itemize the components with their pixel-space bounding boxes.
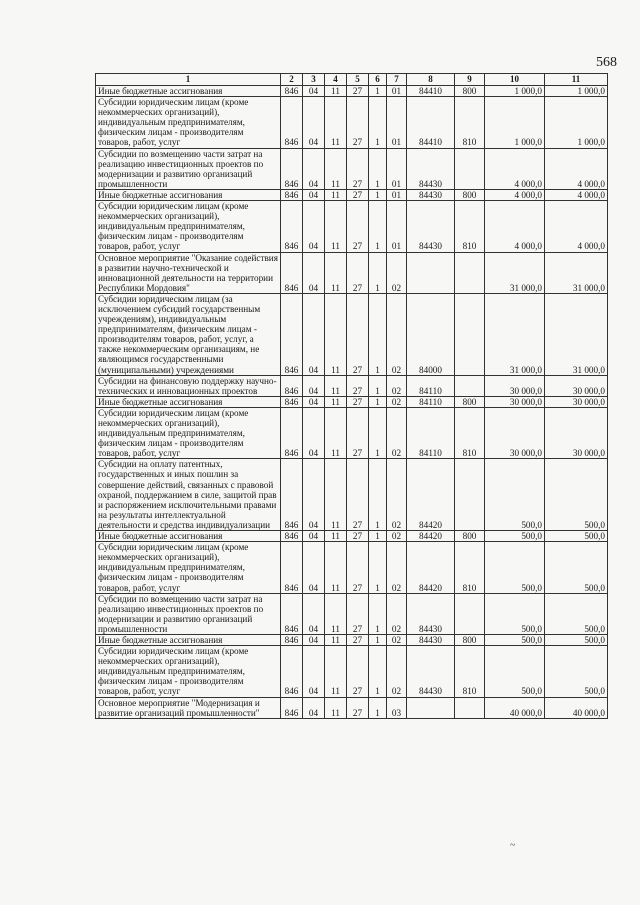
cell-col-5: 27 [347,634,369,645]
cell-col-2: 846 [281,697,303,718]
cell-col-4: 11 [325,293,347,375]
cell-col-10: 500,0 [485,542,545,593]
cell-col-8: 84420 [407,459,455,531]
row-name-cell [96,97,281,148]
cell-col-11: 500,0 [545,531,608,542]
cell-col-5: 27 [347,293,369,375]
cell-col-10: 40 000,0 [485,697,545,718]
cell-col-11: 1 000,0 [545,86,608,97]
cell-col-3: 04 [303,201,325,252]
row-name-cell [96,86,281,97]
cell-col-6: 1 [369,97,387,148]
cell-col-2: 846 [281,375,303,396]
table-row [96,542,608,593]
cell-col-6: 1 [369,531,387,542]
cell-col-2: 846 [281,201,303,252]
header-cell: 6 [369,74,387,86]
row-name: Субсидии юридическим лицам (кроме некоммерческих организаций), индивидуальным предпринимателям, физическим лицам - производителям товаров, работ, услуг [98,201,249,252]
table-row [96,593,608,634]
cell-col-6: 1 [369,542,387,593]
header-cell: 7 [387,74,407,86]
cell-col-7: 01 [387,86,407,97]
cell-col-9 [455,459,485,531]
scan-mark: ~ [510,840,516,851]
cell-col-4: 11 [325,531,347,542]
cell-col-3: 04 [303,375,325,396]
cell-col-8: 84110 [407,396,455,407]
cell-col-2: 846 [281,189,303,200]
cell-col-9: 810 [455,646,485,697]
cell-col-7: 02 [387,252,407,293]
cell-col-8: 84430 [407,201,455,252]
cell-col-3: 04 [303,697,325,718]
cell-col-5: 27 [347,407,369,458]
cell-col-7: 02 [387,634,407,645]
cell-col-9: 800 [455,189,485,200]
cell-col-9: 800 [455,86,485,97]
cell-col-8: 84110 [407,407,455,458]
cell-col-5: 27 [347,148,369,189]
cell-col-2: 846 [281,396,303,407]
cell-col-10: 500,0 [485,634,545,645]
cell-col-10: 1 000,0 [485,86,545,97]
cell-col-11: 4 000,0 [545,189,608,200]
cell-col-6: 1 [369,252,387,293]
cell-col-7: 01 [387,189,407,200]
row-name: Иные бюджетные ассигнования [98,634,223,645]
cell-col-7: 03 [387,697,407,718]
cell-col-9 [455,375,485,396]
cell-col-5: 27 [347,593,369,634]
cell-col-5: 27 [347,252,369,293]
cell-col-3: 04 [303,396,325,407]
cell-col-10: 31 000,0 [485,293,545,375]
cell-col-10: 1 000,0 [485,97,545,148]
cell-col-4: 11 [325,634,347,645]
row-name: Иные бюджетные ассигнования [98,531,223,542]
row-name-cell [96,459,281,531]
table-row [96,252,608,293]
cell-col-2: 846 [281,531,303,542]
cell-col-6: 1 [369,646,387,697]
cell-col-4: 11 [325,407,347,458]
cell-col-6: 1 [369,459,387,531]
cell-col-3: 04 [303,148,325,189]
cell-col-8: 84430 [407,189,455,200]
cell-col-3: 04 [303,593,325,634]
cell-col-11: 31 000,0 [545,252,608,293]
cell-col-11: 4 000,0 [545,201,608,252]
cell-col-10: 500,0 [485,593,545,634]
row-name-cell [96,531,281,542]
cell-col-5: 27 [347,459,369,531]
cell-col-8 [407,252,455,293]
row-name-cell [96,407,281,458]
cell-col-7: 02 [387,593,407,634]
cell-col-2: 846 [281,148,303,189]
cell-col-2: 846 [281,542,303,593]
cell-col-4: 11 [325,189,347,200]
cell-col-11: 1 000,0 [545,97,608,148]
cell-col-10: 4 000,0 [485,189,545,200]
cell-col-3: 04 [303,407,325,458]
row-name: Основное мероприятие "Модернизация и развитие организаций промышленности" [98,697,260,718]
row-name: Основное мероприятие "Оказание содействия в развитии научно-технической и инновационной деятельности на территории Республики Мордовия" [98,252,278,293]
cell-col-3: 04 [303,97,325,148]
cell-col-6: 1 [369,697,387,718]
row-name: Субсидии по возмещению части затрат на реализацию инвестиционных проектов по модернизации и развитию организаций промышленности [98,148,264,189]
row-name-cell [96,293,281,375]
cell-col-8: 84410 [407,86,455,97]
cell-col-4: 11 [325,97,347,148]
cell-col-10: 30 000,0 [485,407,545,458]
cell-col-10: 4 000,0 [485,148,545,189]
cell-col-11: 500,0 [545,634,608,645]
table-row [96,531,608,542]
header-cell: 3 [303,74,325,86]
header-cell: 1 [96,74,281,86]
cell-col-11: 500,0 [545,459,608,531]
cell-col-9: 810 [455,97,485,148]
row-name-cell [96,542,281,593]
cell-col-8: 84420 [407,542,455,593]
row-name: Субсидии юридическим лицам (за исключением субсидий государственным учреждениям), индивидуальным предпринимателям, физическим лицам - производителям товаров, работ, услуг, а также некоммерческим организациям, не являющимся государственными (муниципальными) учреждениями [98,293,261,375]
cell-col-5: 27 [347,97,369,148]
cell-col-7: 02 [387,375,407,396]
cell-col-7: 02 [387,396,407,407]
row-name-cell [96,646,281,697]
header-cell: 5 [347,74,369,86]
cell-col-6: 1 [369,593,387,634]
cell-col-2: 846 [281,646,303,697]
cell-col-3: 04 [303,86,325,97]
table-row [96,86,608,97]
cell-col-3: 04 [303,252,325,293]
header-cell: 4 [325,74,347,86]
table-row [96,646,608,697]
table-row [96,201,608,252]
cell-col-6: 1 [369,293,387,375]
cell-col-4: 11 [325,396,347,407]
cell-col-11: 40 000,0 [545,697,608,718]
row-name: Субсидии на оплату патентных, государственных и иных пошлин за совершение действий, связанных с правовой охраной, поддержанием в силе, защитой прав и распоряжением исключительными правами на результаты интеллектуальной деятельности и средства индивидуализации [98,459,277,530]
table-row [96,407,608,458]
row-name-cell [96,634,281,645]
row-name-cell [96,593,281,634]
cell-col-5: 27 [347,396,369,407]
page-number: 568 [596,55,617,70]
cell-col-6: 1 [369,375,387,396]
table-row [96,634,608,645]
cell-col-4: 11 [325,252,347,293]
cell-col-7: 02 [387,293,407,375]
row-name: Иные бюджетные ассигнования [98,189,223,200]
cell-col-4: 11 [325,542,347,593]
cell-col-8: 84430 [407,646,455,697]
cell-col-4: 11 [325,86,347,97]
cell-col-10: 4 000,0 [485,201,545,252]
cell-col-9 [455,293,485,375]
row-name-cell [96,148,281,189]
row-name: Субсидии юридическим лицам (кроме некоммерческих организаций), индивидуальным предпринимателям, физическим лицам - производителям товаров, работ, услуг [98,542,249,593]
cell-col-8: 84430 [407,593,455,634]
cell-col-5: 27 [347,86,369,97]
cell-col-2: 846 [281,86,303,97]
row-name: Субсидии юридическим лицам (кроме некоммерческих организаций), индивидуальным предпринимателям, физическим лицам - производителям товаров, работ, услуг [98,646,249,697]
row-name: Субсидии юридическим лицам (кроме некоммерческих организаций), индивидуальным предпринимателям, физическим лицам - производителям товаров, работ, услуг [98,97,249,148]
table-row [96,375,608,396]
cell-col-6: 1 [369,201,387,252]
cell-col-11: 500,0 [545,646,608,697]
cell-col-11: 31 000,0 [545,293,608,375]
cell-col-8: 84430 [407,634,455,645]
cell-col-5: 27 [347,189,369,200]
cell-col-4: 11 [325,593,347,634]
cell-col-7: 02 [387,646,407,697]
cell-col-4: 11 [325,697,347,718]
table-row [96,396,608,407]
cell-col-5: 27 [347,531,369,542]
cell-col-9 [455,252,485,293]
cell-col-11: 500,0 [545,542,608,593]
cell-col-3: 04 [303,189,325,200]
row-name: Субсидии на финансовую поддержку научно-технических и инновационных проектов [98,375,277,396]
cell-col-11: 30 000,0 [545,407,608,458]
cell-col-2: 846 [281,252,303,293]
cell-col-8: 84410 [407,97,455,148]
cell-col-9: 800 [455,634,485,645]
cell-col-2: 846 [281,593,303,634]
cell-col-2: 846 [281,97,303,148]
cell-col-6: 1 [369,189,387,200]
row-name: Субсидии по возмещению части затрат на реализацию инвестиционных проектов по модернизации и развитию организаций промышленности [98,593,264,634]
table-row [96,97,608,148]
cell-col-7: 02 [387,459,407,531]
header-cell: 2 [281,74,303,86]
cell-col-7: 02 [387,407,407,458]
table-header-row [96,74,608,86]
budget-table [95,73,608,719]
cell-col-11: 4 000,0 [545,148,608,189]
cell-col-6: 1 [369,407,387,458]
row-name: Иные бюджетные ассигнования [98,396,223,407]
cell-col-10: 500,0 [485,531,545,542]
cell-col-7: 01 [387,97,407,148]
cell-col-6: 1 [369,86,387,97]
cell-col-8 [407,697,455,718]
cell-col-7: 02 [387,531,407,542]
cell-col-10: 30 000,0 [485,396,545,407]
cell-col-4: 11 [325,646,347,697]
cell-col-8: 84000 [407,293,455,375]
cell-col-11: 30 000,0 [545,396,608,407]
row-name: Иные бюджетные ассигнования [98,86,223,96]
cell-col-9: 800 [455,396,485,407]
row-name-cell [96,201,281,252]
cell-col-10: 500,0 [485,646,545,697]
cell-col-2: 846 [281,293,303,375]
row-name-cell [96,252,281,293]
header-cell: 11 [545,74,608,86]
cell-col-7: 01 [387,201,407,252]
cell-col-9 [455,593,485,634]
cell-col-6: 1 [369,148,387,189]
cell-col-9: 810 [455,407,485,458]
cell-col-8: 84110 [407,375,455,396]
row-name-cell [96,697,281,718]
table-row [96,459,608,531]
cell-col-4: 11 [325,201,347,252]
cell-col-2: 846 [281,634,303,645]
cell-col-9 [455,697,485,718]
cell-col-2: 846 [281,459,303,531]
header-cell: 10 [485,74,545,86]
cell-col-9 [455,148,485,189]
row-name-cell [96,375,281,396]
cell-col-10: 30 000,0 [485,375,545,396]
cell-col-9: 810 [455,542,485,593]
row-name-cell [96,189,281,200]
cell-col-11: 30 000,0 [545,375,608,396]
table-row [96,293,608,375]
cell-col-5: 27 [347,201,369,252]
cell-col-9: 810 [455,201,485,252]
row-name: Субсидии юридическим лицам (кроме некоммерческих организаций), индивидуальным предпринимателям, физическим лицам - производителям товаров, работ, услуг [98,407,249,459]
cell-col-3: 04 [303,646,325,697]
cell-col-5: 27 [347,646,369,697]
cell-col-5: 27 [347,542,369,593]
cell-col-3: 04 [303,542,325,593]
header-cell: 9 [455,74,485,86]
cell-col-4: 11 [325,459,347,531]
cell-col-8: 84430 [407,148,455,189]
cell-col-3: 04 [303,459,325,531]
cell-col-6: 1 [369,634,387,645]
cell-col-5: 27 [347,697,369,718]
cell-col-4: 11 [325,375,347,396]
cell-col-2: 846 [281,407,303,458]
cell-col-9: 800 [455,531,485,542]
row-name-cell [96,396,281,407]
cell-col-5: 27 [347,375,369,396]
cell-col-3: 04 [303,531,325,542]
cell-col-4: 11 [325,148,347,189]
cell-col-3: 04 [303,293,325,375]
cell-col-7: 02 [387,542,407,593]
cell-col-8: 84420 [407,531,455,542]
cell-col-3: 04 [303,634,325,645]
table-row [96,697,608,718]
cell-col-6: 1 [369,396,387,407]
table-row [96,148,608,189]
header-cell: 8 [407,74,455,86]
cell-col-7: 01 [387,148,407,189]
cell-col-10: 500,0 [485,459,545,531]
table-row [96,189,608,200]
cell-col-10: 31 000,0 [485,252,545,293]
cell-col-11: 500,0 [545,593,608,634]
